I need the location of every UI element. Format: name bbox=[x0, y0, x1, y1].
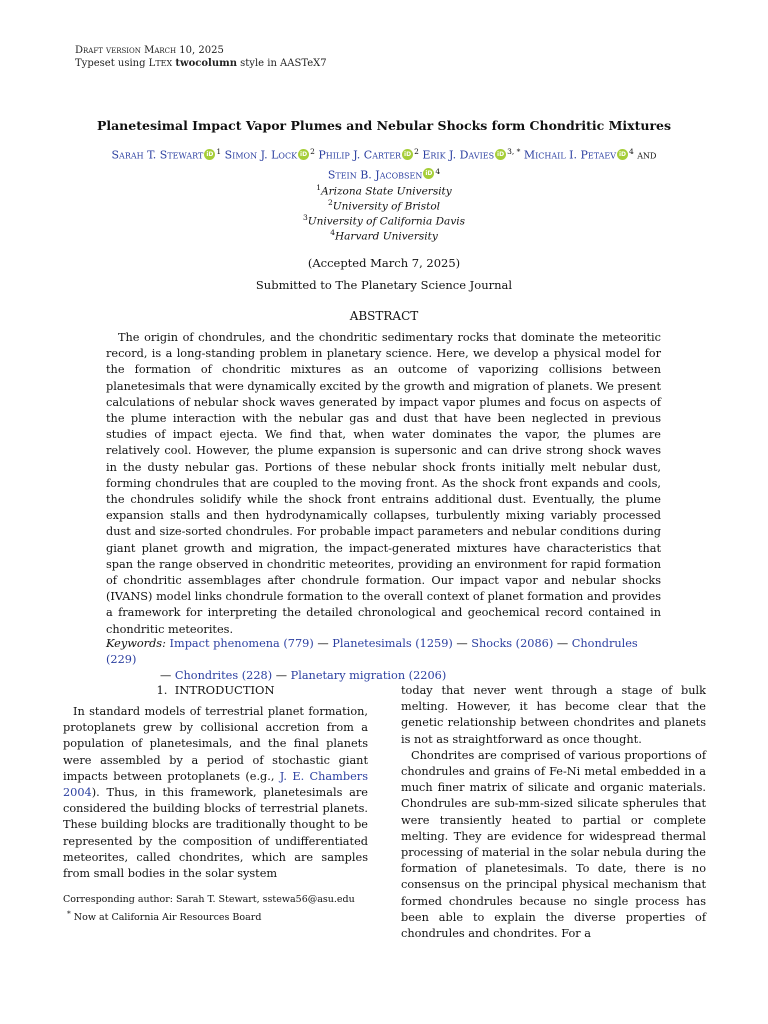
orcid-icon[interactable] bbox=[402, 149, 413, 160]
orcid-icon[interactable] bbox=[423, 168, 434, 179]
keyword-link[interactable]: Planetesimals (1259) bbox=[332, 637, 453, 650]
footnote-star: * Now at California Air Resources Board bbox=[67, 909, 262, 924]
accepted-date: (Accepted March 7, 2025) bbox=[307, 256, 461, 270]
keywords: Keywords: Impact phenomena (779) — Planetesimals (1259) — Shocks (2086) — Chondrules (229) — Chondrites (228) — Planetary migration (2206) bbox=[106, 637, 638, 682]
submitted-to: Submitted to The Planetary Science Journal bbox=[255, 278, 513, 292]
keyword-link[interactable]: Shocks (2086) bbox=[471, 637, 554, 650]
author-link[interactable]: Philip J. Carter bbox=[318, 148, 402, 162]
affiliation: $^2$University of Bristol bbox=[327, 198, 441, 213]
author-link[interactable]: Simon J. Lock bbox=[224, 148, 298, 162]
draft-text: Draft version March 10, 2025 bbox=[75, 45, 224, 56]
affiliation: $^3$University of California Davis bbox=[302, 213, 465, 228]
orcid-icon[interactable] bbox=[298, 149, 309, 160]
right-column bbox=[401, 683, 706, 942]
keyword-link[interactable]: Impact phenomena (779) bbox=[169, 637, 314, 650]
abstract-heading: ABSTRACT bbox=[349, 309, 419, 323]
affiliation: $^1$Arizona State University bbox=[316, 183, 452, 198]
orcid-icon[interactable] bbox=[617, 149, 628, 160]
typeset-line: Typeset using LTEX twocolumn style in AASTeX7 bbox=[75, 58, 327, 69]
paper-title: Planetesimal Impact Vapor Plumes and Nebular Shocks form Chondritic Mixtures bbox=[96, 118, 672, 133]
keyword-link[interactable]: Chondrules (229) bbox=[106, 637, 638, 666]
citation-link[interactable]: J. E. Chambers 2004 bbox=[63, 769, 368, 800]
keywords-label: Keywords: bbox=[106, 637, 166, 650]
orcid-icon[interactable] bbox=[204, 149, 215, 160]
author-link[interactable]: Sarah T. Stewart bbox=[111, 148, 204, 162]
keyword-link[interactable]: Planetary migration (2206) bbox=[290, 669, 447, 682]
paragraph: today that never went through a stage of bulk melting. However, it has become clear that the genetic relationship between chondrites and planets is not as straightforward as once thought. bbox=[401, 684, 706, 746]
author-link[interactable]: Erik J. Davies bbox=[422, 148, 495, 162]
paragraph: Chondrites are comprised of various proportions of chondrules and grains of Fe-Ni metal embedded in a much finer matrix of silicate and organic materials. Chondrules are sub-mm-sized silicate spherules that were transiently heated to partial or complete melting. They are evidence for widespread thermal processing of material in the solar nebula during the formation of planetesimals. To date, there is no consensus on the principal physical mechanism that formed chondrules because no single process has been able to explain the diverse properties of chondrules and chondrites. For a bbox=[401, 748, 706, 941]
draft-version bbox=[75, 45, 224, 57]
author-link[interactable]: Michail I. Petaev bbox=[523, 148, 616, 162]
and-word: and bbox=[637, 148, 657, 162]
abstract-text: The origin of chondrules, and the chondritic sedimentary rocks that dominate the meteoritic record, is a long-standing problem in planetary science. Here, we develop a physical model for the formation of chondritic mixtures as an outcome of vaporizing collisions between planetesimals that were dynamically excited by the growth and migration of planets. We present calculations of nebular shock waves generated by impact vapor plumes and focus on aspects of the plume interaction with the nebular gas and dust that have been neglected in previous studies of impact ejecta. We find that, when water dominates the vapor, the plumes are relatively cool. However, the plume expansion is supersonic and can drive strong shock waves in the dusty nebular gas. Portions of these nebular shock fronts initially melt nebular dust, forming chondrules that are coupled to the moving front. As the shock front expands and cools, the chondrules solidify while the shock front entrains additional dust. Eventually, the plume expansion stalls and then hydrodynamically collapses, turbulently mixing variably processed dust and size-sorted chondrules. For probable impact parameters and nebular conditions during giant planet growth and migration, the impact-generated mixtures have characteristics that span the range observed in chondritic meteorites, providing an environment for rapid formation of chondritic assemblages after chondrule formation. Our impact vapor and nebular shocks (IVANS) model links chondrule formation to the overall context of planet formation and provides a framework for interpreting the detailed chronological and geochemical record contained in chondritic meteorites. bbox=[106, 331, 661, 636]
left-column bbox=[63, 704, 368, 882]
intro-paragraph: In standard models of terrestrial planet formation, protoplanets grew by collisional accretion from a population of planetesimals, and the final planets were assembled by a period of stochastic giant impacts between protoplanets (e.g., J. E. Chambers 2004). Thus, in this framework, planetesimals are considered the building blocks of terrestrial planets. These building blocks are traditionally thought to be represented by the composition of undifferentiated meteorites, called chondrites, which are samples from small bodies in the solar system bbox=[63, 705, 368, 881]
author-list: Sarah T. StewartiD $^1$ Simon J. LockiD $^2$ Philip J. CarteriD $^2$ Erik J. DaviesiD $^{3, *}$ Michail I. PetaeviD $^4$ and Stein B. JacobseniD $^4$ bbox=[60, 144, 708, 183]
corresponding-author: Corresponding author: Sarah T. Stewart, sstewa56@asu.edu bbox=[63, 894, 355, 905]
affiliation: $^4$Harvard University bbox=[330, 228, 438, 243]
author-link[interactable]: Stein B. Jacobsen bbox=[327, 168, 423, 182]
orcid-icon[interactable] bbox=[495, 149, 506, 160]
section-heading: 1. INTRODUCTION bbox=[156, 683, 275, 697]
keyword-link[interactable]: Chondrites (228) bbox=[174, 669, 273, 682]
